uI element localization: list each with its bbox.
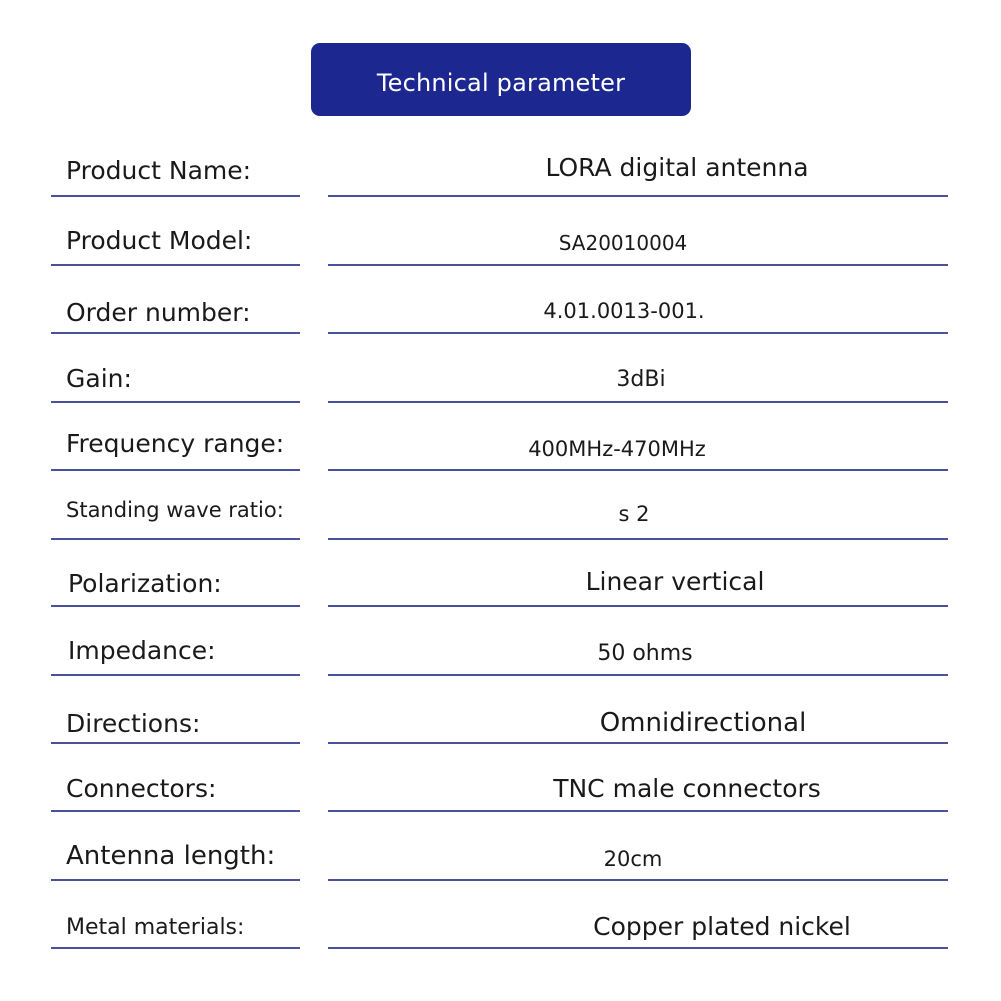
row-divider-left xyxy=(51,947,300,949)
row-divider-left xyxy=(51,264,300,266)
row-divider-right xyxy=(328,469,948,471)
param-row-polarization xyxy=(0,540,1001,608)
param-label: Frequency range: xyxy=(66,429,285,458)
param-row-order-number xyxy=(0,268,1001,336)
param-value: LORA digital antenna xyxy=(545,153,809,182)
row-divider-left xyxy=(51,469,300,471)
param-label: Connectors: xyxy=(66,774,217,803)
param-value: 400MHz-470MHz xyxy=(528,437,706,461)
header-title: Technical parameter xyxy=(376,68,626,97)
param-label: Metal materials: xyxy=(66,915,245,940)
param-row-product-name xyxy=(0,132,1001,200)
param-label: Antenna length: xyxy=(66,841,276,871)
row-divider-left xyxy=(51,605,300,607)
param-row-metal-materials xyxy=(0,880,1001,948)
row-divider-right xyxy=(328,401,948,403)
param-value: 3dBi xyxy=(616,367,666,392)
row-divider-right xyxy=(328,195,948,197)
param-row-standing-wave-ratio xyxy=(0,472,1001,540)
param-label: Standing wave ratio: xyxy=(66,498,284,522)
param-value: 50 ohms xyxy=(597,641,693,666)
param-label: Gain: xyxy=(66,364,132,393)
param-row-impedance xyxy=(0,608,1001,676)
row-divider-left xyxy=(51,195,300,197)
row-divider-left xyxy=(51,401,300,403)
header-banner xyxy=(311,43,691,116)
param-value: 20cm xyxy=(603,847,663,871)
row-divider-right xyxy=(328,605,948,607)
param-label: Polarization: xyxy=(68,569,222,598)
param-row-antenna-length xyxy=(0,812,1001,880)
param-row-connectors xyxy=(0,744,1001,812)
param-value: SA20010004 xyxy=(558,231,688,255)
param-row-product-model xyxy=(0,200,1001,268)
row-divider-right xyxy=(328,264,948,266)
row-divider-right xyxy=(328,947,948,949)
param-value: Omnidirectional xyxy=(599,708,807,738)
param-label: Order number: xyxy=(66,298,251,327)
param-value: Copper plated nickel xyxy=(593,912,851,941)
row-divider-right xyxy=(328,332,948,334)
param-label: Product Name: xyxy=(66,156,252,185)
param-row-frequency-range xyxy=(0,404,1001,472)
param-row-gain xyxy=(0,336,1001,404)
param-value: s 2 xyxy=(618,502,650,526)
param-row-directions xyxy=(0,676,1001,744)
param-value: TNC male connectors xyxy=(553,774,821,803)
param-value: 4.01.0013-001. xyxy=(543,299,705,323)
param-value: Linear vertical xyxy=(585,567,765,596)
param-label: Product Model: xyxy=(66,226,253,255)
param-label: Impedance: xyxy=(68,636,216,665)
param-label: Directions: xyxy=(66,709,201,738)
row-divider-left xyxy=(51,332,300,334)
